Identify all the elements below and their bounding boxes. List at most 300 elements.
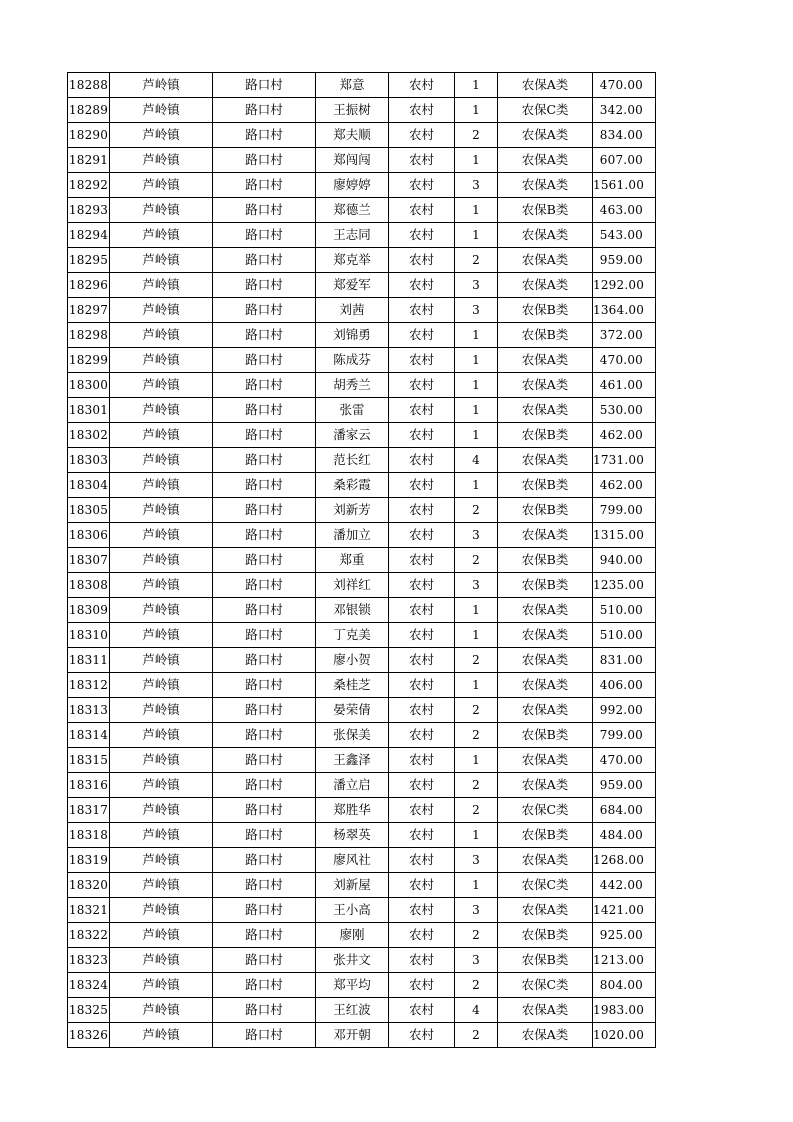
table-row bbox=[68, 673, 656, 698]
table-row bbox=[68, 423, 656, 448]
town-cell: 芦岭镇 bbox=[110, 848, 213, 873]
row-id-cell: 18299 bbox=[68, 348, 110, 373]
member-count-cell: 2 bbox=[455, 548, 498, 573]
row-id-cell: 18311 bbox=[68, 648, 110, 673]
town-cell: 芦岭镇 bbox=[110, 623, 213, 648]
member-count-cell: 1 bbox=[455, 348, 498, 373]
person-name-cell: 郑德兰 bbox=[316, 198, 389, 223]
table-row bbox=[68, 223, 656, 248]
insurance-category-cell: 农保B类 bbox=[498, 923, 593, 948]
row-id-cell: 18296 bbox=[68, 273, 110, 298]
person-name-cell: 桑桂芝 bbox=[316, 673, 389, 698]
row-id-cell: 18289 bbox=[68, 98, 110, 123]
village-cell: 路口村 bbox=[213, 248, 316, 273]
village-cell: 路口村 bbox=[213, 573, 316, 598]
household-type-cell: 农村 bbox=[389, 973, 455, 998]
amount-cell: 1731.00 bbox=[593, 448, 656, 473]
household-type-cell: 农村 bbox=[389, 298, 455, 323]
person-name-cell: 范长红 bbox=[316, 448, 389, 473]
household-type-cell: 农村 bbox=[389, 398, 455, 423]
row-id-cell: 18325 bbox=[68, 998, 110, 1023]
insurance-category-cell: 农保B类 bbox=[498, 948, 593, 973]
village-cell: 路口村 bbox=[213, 598, 316, 623]
member-count-cell: 1 bbox=[455, 623, 498, 648]
insurance-category-cell: 农保A类 bbox=[498, 273, 593, 298]
row-id-cell: 18306 bbox=[68, 523, 110, 548]
village-cell: 路口村 bbox=[213, 348, 316, 373]
amount-cell: 1292.00 bbox=[593, 273, 656, 298]
household-type-cell: 农村 bbox=[389, 923, 455, 948]
member-count-cell: 3 bbox=[455, 173, 498, 198]
member-count-cell: 2 bbox=[455, 973, 498, 998]
table-row bbox=[68, 773, 656, 798]
town-cell: 芦岭镇 bbox=[110, 598, 213, 623]
member-count-cell: 3 bbox=[455, 298, 498, 323]
member-count-cell: 1 bbox=[455, 323, 498, 348]
household-type-cell: 农村 bbox=[389, 873, 455, 898]
insurance-category-cell: 农保A类 bbox=[498, 73, 593, 98]
member-count-cell: 1 bbox=[455, 423, 498, 448]
member-count-cell: 2 bbox=[455, 123, 498, 148]
town-cell: 芦岭镇 bbox=[110, 648, 213, 673]
village-cell: 路口村 bbox=[213, 323, 316, 348]
person-name-cell: 廖刚 bbox=[316, 923, 389, 948]
row-id-cell: 18317 bbox=[68, 798, 110, 823]
amount-cell: 462.00 bbox=[593, 423, 656, 448]
insurance-category-cell: 农保A类 bbox=[498, 998, 593, 1023]
town-cell: 芦岭镇 bbox=[110, 723, 213, 748]
insurance-category-cell: 农保A类 bbox=[498, 848, 593, 873]
village-cell: 路口村 bbox=[213, 973, 316, 998]
household-type-cell: 农村 bbox=[389, 948, 455, 973]
member-count-cell: 4 bbox=[455, 998, 498, 1023]
village-cell: 路口村 bbox=[213, 198, 316, 223]
insurance-category-cell: 农保B类 bbox=[498, 298, 593, 323]
member-count-cell: 1 bbox=[455, 398, 498, 423]
person-name-cell: 廖小贺 bbox=[316, 648, 389, 673]
amount-cell: 992.00 bbox=[593, 698, 656, 723]
table-row bbox=[68, 723, 656, 748]
table-row bbox=[68, 323, 656, 348]
table-row bbox=[68, 273, 656, 298]
table-row bbox=[68, 98, 656, 123]
village-cell: 路口村 bbox=[213, 498, 316, 523]
member-count-cell: 1 bbox=[455, 823, 498, 848]
household-type-cell: 农村 bbox=[389, 173, 455, 198]
table-row bbox=[68, 923, 656, 948]
village-cell: 路口村 bbox=[213, 848, 316, 873]
insurance-category-cell: 农保B类 bbox=[498, 823, 593, 848]
amount-cell: 799.00 bbox=[593, 498, 656, 523]
row-id-cell: 18323 bbox=[68, 948, 110, 973]
member-count-cell: 1 bbox=[455, 473, 498, 498]
person-name-cell: 邓开朝 bbox=[316, 1023, 389, 1048]
table-row bbox=[68, 1023, 656, 1048]
household-type-cell: 农村 bbox=[389, 73, 455, 98]
village-cell: 路口村 bbox=[213, 298, 316, 323]
table-row bbox=[68, 373, 656, 398]
table-row bbox=[68, 973, 656, 998]
village-cell: 路口村 bbox=[213, 448, 316, 473]
amount-cell: 1364.00 bbox=[593, 298, 656, 323]
household-type-cell: 农村 bbox=[389, 623, 455, 648]
town-cell: 芦岭镇 bbox=[110, 373, 213, 398]
insurance-category-cell: 农保B类 bbox=[498, 423, 593, 448]
household-type-cell: 农村 bbox=[389, 223, 455, 248]
village-cell: 路口村 bbox=[213, 173, 316, 198]
person-name-cell: 王志同 bbox=[316, 223, 389, 248]
town-cell: 芦岭镇 bbox=[110, 573, 213, 598]
insurance-category-cell: 农保A类 bbox=[498, 523, 593, 548]
village-cell: 路口村 bbox=[213, 898, 316, 923]
insurance-category-cell: 农保C类 bbox=[498, 98, 593, 123]
town-cell: 芦岭镇 bbox=[110, 323, 213, 348]
insurance-category-cell: 农保C类 bbox=[498, 873, 593, 898]
member-count-cell: 3 bbox=[455, 898, 498, 923]
row-id-cell: 18315 bbox=[68, 748, 110, 773]
insurance-category-cell: 农保A类 bbox=[498, 398, 593, 423]
household-type-cell: 农村 bbox=[389, 123, 455, 148]
amount-cell: 799.00 bbox=[593, 723, 656, 748]
person-name-cell: 廖婷婷 bbox=[316, 173, 389, 198]
amount-cell: 925.00 bbox=[593, 923, 656, 948]
amount-cell: 1213.00 bbox=[593, 948, 656, 973]
village-cell: 路口村 bbox=[213, 923, 316, 948]
table-row bbox=[68, 173, 656, 198]
village-cell: 路口村 bbox=[213, 548, 316, 573]
village-cell: 路口村 bbox=[213, 373, 316, 398]
row-id-cell: 18309 bbox=[68, 598, 110, 623]
amount-cell: 484.00 bbox=[593, 823, 656, 848]
insurance-category-cell: 农保C类 bbox=[498, 798, 593, 823]
town-cell: 芦岭镇 bbox=[110, 73, 213, 98]
member-count-cell: 1 bbox=[455, 873, 498, 898]
member-count-cell: 3 bbox=[455, 523, 498, 548]
person-name-cell: 刘新芳 bbox=[316, 498, 389, 523]
amount-cell: 804.00 bbox=[593, 973, 656, 998]
table-row bbox=[68, 198, 656, 223]
amount-cell: 510.00 bbox=[593, 623, 656, 648]
person-name-cell: 郑重 bbox=[316, 548, 389, 573]
table-row bbox=[68, 698, 656, 723]
household-type-cell: 农村 bbox=[389, 573, 455, 598]
insurance-category-cell: 农保A类 bbox=[498, 648, 593, 673]
village-cell: 路口村 bbox=[213, 523, 316, 548]
household-type-cell: 农村 bbox=[389, 648, 455, 673]
row-id-cell: 18305 bbox=[68, 498, 110, 523]
row-id-cell: 18298 bbox=[68, 323, 110, 348]
village-cell: 路口村 bbox=[213, 98, 316, 123]
town-cell: 芦岭镇 bbox=[110, 923, 213, 948]
insurance-category-cell: 农保C类 bbox=[498, 973, 593, 998]
amount-cell: 543.00 bbox=[593, 223, 656, 248]
person-name-cell: 郑闯闯 bbox=[316, 148, 389, 173]
household-type-cell: 农村 bbox=[389, 348, 455, 373]
amount-cell: 607.00 bbox=[593, 148, 656, 173]
table-row bbox=[68, 873, 656, 898]
row-id-cell: 18297 bbox=[68, 298, 110, 323]
household-type-cell: 农村 bbox=[389, 723, 455, 748]
town-cell: 芦岭镇 bbox=[110, 773, 213, 798]
household-type-cell: 农村 bbox=[389, 323, 455, 348]
person-name-cell: 王鑫泽 bbox=[316, 748, 389, 773]
insurance-category-cell: 农保A类 bbox=[498, 1023, 593, 1048]
row-id-cell: 18291 bbox=[68, 148, 110, 173]
insurance-category-cell: 农保A类 bbox=[498, 748, 593, 773]
household-type-cell: 农村 bbox=[389, 423, 455, 448]
person-name-cell: 王小高 bbox=[316, 898, 389, 923]
insurance-category-cell: 农保A类 bbox=[498, 373, 593, 398]
row-id-cell: 18292 bbox=[68, 173, 110, 198]
insurance-category-cell: 农保A类 bbox=[498, 673, 593, 698]
insurance-category-cell: 农保A类 bbox=[498, 773, 593, 798]
town-cell: 芦岭镇 bbox=[110, 973, 213, 998]
table-row bbox=[68, 848, 656, 873]
town-cell: 芦岭镇 bbox=[110, 298, 213, 323]
table-row bbox=[68, 298, 656, 323]
member-count-cell: 1 bbox=[455, 148, 498, 173]
amount-cell: 1561.00 bbox=[593, 173, 656, 198]
amount-cell: 470.00 bbox=[593, 73, 656, 98]
amount-cell: 372.00 bbox=[593, 323, 656, 348]
village-cell: 路口村 bbox=[213, 673, 316, 698]
person-name-cell: 张保美 bbox=[316, 723, 389, 748]
row-id-cell: 18319 bbox=[68, 848, 110, 873]
town-cell: 芦岭镇 bbox=[110, 748, 213, 773]
town-cell: 芦岭镇 bbox=[110, 898, 213, 923]
village-cell: 路口村 bbox=[213, 998, 316, 1023]
household-type-cell: 农村 bbox=[389, 148, 455, 173]
household-type-cell: 农村 bbox=[389, 598, 455, 623]
member-count-cell: 1 bbox=[455, 373, 498, 398]
table-row bbox=[68, 598, 656, 623]
village-cell: 路口村 bbox=[213, 223, 316, 248]
amount-cell: 1020.00 bbox=[593, 1023, 656, 1048]
amount-cell: 940.00 bbox=[593, 548, 656, 573]
village-cell: 路口村 bbox=[213, 748, 316, 773]
amount-cell: 1421.00 bbox=[593, 898, 656, 923]
amount-cell: 1268.00 bbox=[593, 848, 656, 873]
member-count-cell: 2 bbox=[455, 1023, 498, 1048]
person-name-cell: 刘祥红 bbox=[316, 573, 389, 598]
table-row bbox=[68, 523, 656, 548]
household-type-cell: 农村 bbox=[389, 698, 455, 723]
table-row bbox=[68, 623, 656, 648]
town-cell: 芦岭镇 bbox=[110, 798, 213, 823]
person-name-cell: 张雷 bbox=[316, 398, 389, 423]
table-row bbox=[68, 573, 656, 598]
amount-cell: 959.00 bbox=[593, 773, 656, 798]
member-count-cell: 1 bbox=[455, 198, 498, 223]
table-row bbox=[68, 948, 656, 973]
amount-cell: 470.00 bbox=[593, 748, 656, 773]
insurance-category-cell: 农保A类 bbox=[498, 348, 593, 373]
row-id-cell: 18301 bbox=[68, 398, 110, 423]
amount-cell: 834.00 bbox=[593, 123, 656, 148]
table-row bbox=[68, 548, 656, 573]
row-id-cell: 18293 bbox=[68, 198, 110, 223]
town-cell: 芦岭镇 bbox=[110, 123, 213, 148]
row-id-cell: 18313 bbox=[68, 698, 110, 723]
row-id-cell: 18310 bbox=[68, 623, 110, 648]
town-cell: 芦岭镇 bbox=[110, 673, 213, 698]
table-row bbox=[68, 998, 656, 1023]
village-cell: 路口村 bbox=[213, 148, 316, 173]
person-name-cell: 郑胜华 bbox=[316, 798, 389, 823]
row-id-cell: 18290 bbox=[68, 123, 110, 148]
table-row bbox=[68, 473, 656, 498]
row-id-cell: 18316 bbox=[68, 773, 110, 798]
insurance-category-cell: 农保B类 bbox=[498, 723, 593, 748]
household-type-cell: 农村 bbox=[389, 523, 455, 548]
amount-cell: 462.00 bbox=[593, 473, 656, 498]
person-name-cell: 晏荣倩 bbox=[316, 698, 389, 723]
table-row bbox=[68, 123, 656, 148]
row-id-cell: 18302 bbox=[68, 423, 110, 448]
village-cell: 路口村 bbox=[213, 773, 316, 798]
insurance-category-cell: 农保A类 bbox=[498, 173, 593, 198]
town-cell: 芦岭镇 bbox=[110, 548, 213, 573]
person-name-cell: 刘锦勇 bbox=[316, 323, 389, 348]
insurance-category-cell: 农保B类 bbox=[498, 548, 593, 573]
person-name-cell: 胡秀兰 bbox=[316, 373, 389, 398]
person-name-cell: 郑克举 bbox=[316, 248, 389, 273]
insurance-category-cell: 农保A类 bbox=[498, 148, 593, 173]
village-cell: 路口村 bbox=[213, 423, 316, 448]
row-id-cell: 18326 bbox=[68, 1023, 110, 1048]
amount-cell: 684.00 bbox=[593, 798, 656, 823]
town-cell: 芦岭镇 bbox=[110, 198, 213, 223]
row-id-cell: 18295 bbox=[68, 248, 110, 273]
person-name-cell: 张井文 bbox=[316, 948, 389, 973]
household-type-cell: 农村 bbox=[389, 898, 455, 923]
town-cell: 芦岭镇 bbox=[110, 423, 213, 448]
town-cell: 芦岭镇 bbox=[110, 948, 213, 973]
row-id-cell: 18314 bbox=[68, 723, 110, 748]
town-cell: 芦岭镇 bbox=[110, 498, 213, 523]
member-count-cell: 1 bbox=[455, 748, 498, 773]
town-cell: 芦岭镇 bbox=[110, 398, 213, 423]
table-row bbox=[68, 73, 656, 98]
village-cell: 路口村 bbox=[213, 648, 316, 673]
village-cell: 路口村 bbox=[213, 1023, 316, 1048]
row-id-cell: 18312 bbox=[68, 673, 110, 698]
amount-cell: 1315.00 bbox=[593, 523, 656, 548]
member-count-cell: 3 bbox=[455, 848, 498, 873]
row-id-cell: 18294 bbox=[68, 223, 110, 248]
member-count-cell: 1 bbox=[455, 73, 498, 98]
member-count-cell: 4 bbox=[455, 448, 498, 473]
person-name-cell: 陈成芬 bbox=[316, 348, 389, 373]
person-name-cell: 刘新屋 bbox=[316, 873, 389, 898]
row-id-cell: 18307 bbox=[68, 548, 110, 573]
row-id-cell: 18322 bbox=[68, 923, 110, 948]
insurance-category-cell: 农保A类 bbox=[498, 448, 593, 473]
amount-cell: 530.00 bbox=[593, 398, 656, 423]
village-cell: 路口村 bbox=[213, 473, 316, 498]
amount-cell: 442.00 bbox=[593, 873, 656, 898]
amount-cell: 463.00 bbox=[593, 198, 656, 223]
insurance-category-cell: 农保A类 bbox=[498, 623, 593, 648]
insurance-category-cell: 农保B类 bbox=[498, 473, 593, 498]
household-type-cell: 农村 bbox=[389, 98, 455, 123]
town-cell: 芦岭镇 bbox=[110, 823, 213, 848]
table-row bbox=[68, 448, 656, 473]
person-name-cell: 郑爱军 bbox=[316, 273, 389, 298]
insurance-category-cell: 农保A类 bbox=[498, 898, 593, 923]
village-cell: 路口村 bbox=[213, 798, 316, 823]
amount-cell: 831.00 bbox=[593, 648, 656, 673]
amount-cell: 406.00 bbox=[593, 673, 656, 698]
amount-cell: 1983.00 bbox=[593, 998, 656, 1023]
member-count-cell: 2 bbox=[455, 498, 498, 523]
member-count-cell: 2 bbox=[455, 698, 498, 723]
table-body bbox=[68, 73, 656, 1048]
member-count-cell: 1 bbox=[455, 673, 498, 698]
table-row bbox=[68, 823, 656, 848]
town-cell: 芦岭镇 bbox=[110, 173, 213, 198]
town-cell: 芦岭镇 bbox=[110, 473, 213, 498]
row-id-cell: 18308 bbox=[68, 573, 110, 598]
household-type-cell: 农村 bbox=[389, 448, 455, 473]
person-name-cell: 桑彩霞 bbox=[316, 473, 389, 498]
household-type-cell: 农村 bbox=[389, 798, 455, 823]
row-id-cell: 18304 bbox=[68, 473, 110, 498]
amount-cell: 959.00 bbox=[593, 248, 656, 273]
village-cell: 路口村 bbox=[213, 398, 316, 423]
member-count-cell: 2 bbox=[455, 798, 498, 823]
village-cell: 路口村 bbox=[213, 823, 316, 848]
village-cell: 路口村 bbox=[213, 273, 316, 298]
household-type-cell: 农村 bbox=[389, 498, 455, 523]
table-row bbox=[68, 798, 656, 823]
table-row bbox=[68, 648, 656, 673]
person-name-cell: 郑夫顺 bbox=[316, 123, 389, 148]
person-name-cell: 郑意 bbox=[316, 73, 389, 98]
town-cell: 芦岭镇 bbox=[110, 248, 213, 273]
person-name-cell: 潘加立 bbox=[316, 523, 389, 548]
household-type-cell: 农村 bbox=[389, 248, 455, 273]
table-row bbox=[68, 898, 656, 923]
town-cell: 芦岭镇 bbox=[110, 698, 213, 723]
row-id-cell: 18303 bbox=[68, 448, 110, 473]
insurance-category-cell: 农保B类 bbox=[498, 198, 593, 223]
row-id-cell: 18321 bbox=[68, 898, 110, 923]
table-row bbox=[68, 398, 656, 423]
member-count-cell: 3 bbox=[455, 948, 498, 973]
town-cell: 芦岭镇 bbox=[110, 448, 213, 473]
person-name-cell: 邓银锁 bbox=[316, 598, 389, 623]
insurance-category-cell: 农保B类 bbox=[498, 323, 593, 348]
member-count-cell: 3 bbox=[455, 273, 498, 298]
table-row bbox=[68, 248, 656, 273]
household-type-cell: 农村 bbox=[389, 373, 455, 398]
village-cell: 路口村 bbox=[213, 73, 316, 98]
insurance-category-cell: 农保A类 bbox=[498, 223, 593, 248]
row-id-cell: 18324 bbox=[68, 973, 110, 998]
household-type-cell: 农村 bbox=[389, 848, 455, 873]
person-name-cell: 王振树 bbox=[316, 98, 389, 123]
amount-cell: 470.00 bbox=[593, 348, 656, 373]
table-row bbox=[68, 348, 656, 373]
table-row bbox=[68, 748, 656, 773]
member-count-cell: 1 bbox=[455, 598, 498, 623]
row-id-cell: 18300 bbox=[68, 373, 110, 398]
town-cell: 芦岭镇 bbox=[110, 523, 213, 548]
town-cell: 芦岭镇 bbox=[110, 273, 213, 298]
village-cell: 路口村 bbox=[213, 948, 316, 973]
insurance-category-cell: 农保A类 bbox=[498, 598, 593, 623]
